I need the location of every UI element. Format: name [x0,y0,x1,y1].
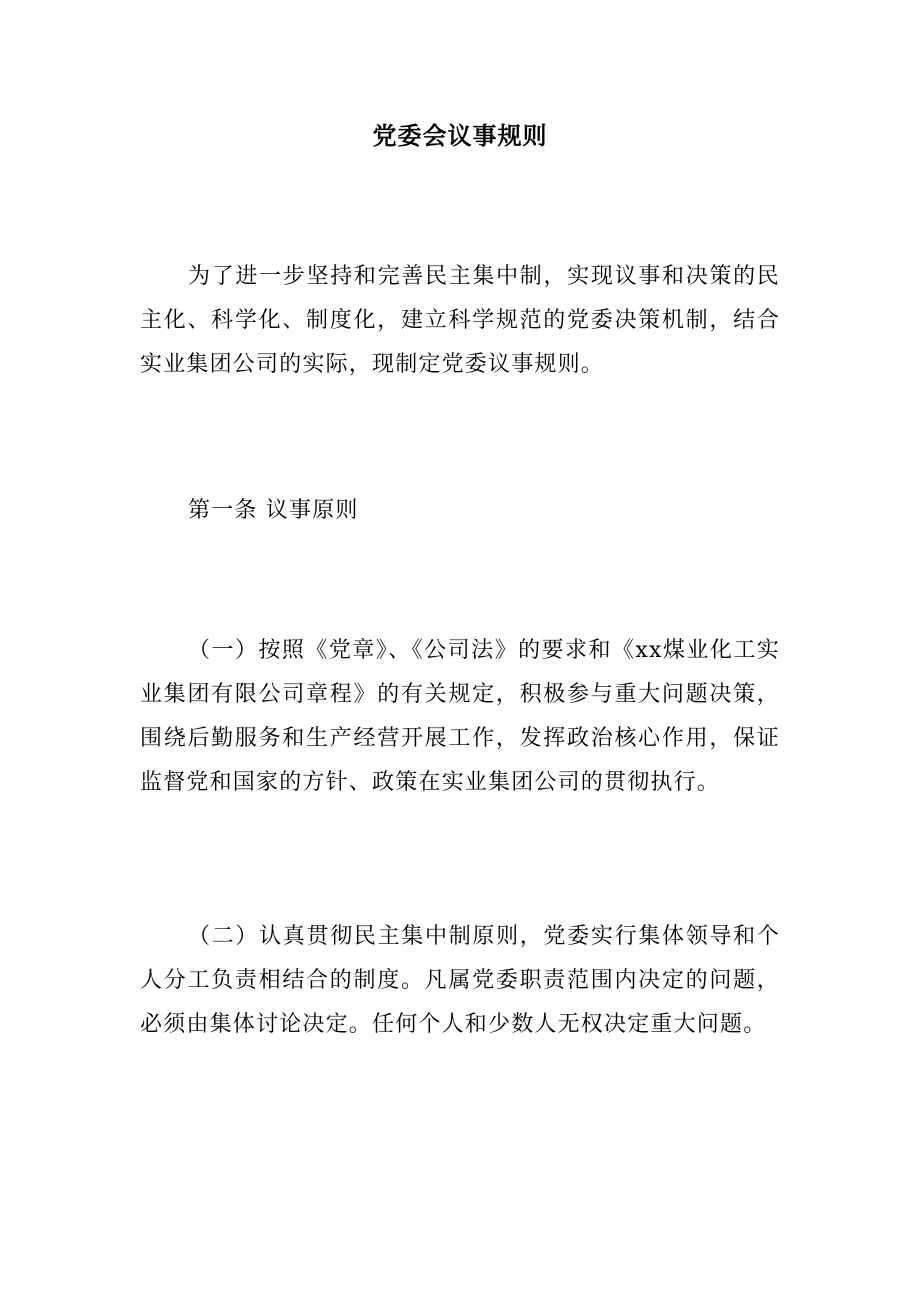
clause-paragraph-2: （二）认真贯彻民主集中制原则，党委实行集体领导和个人分工负责相结合的制度。凡属党委职责范围内决定的问题，必须由集体讨论决定。任何个人和少数人无权决定重大问题。 [140,924,780,1037]
article-1-heading: 第一条 议事原则 [188,498,359,523]
intro-paragraph: 为了进一步坚持和完善民主集中制，实现议事和决策的民主化、科学化、制度化，建立科学规范的党委决策机制，结合实业集团公司的实际，现制定党委议事规则。 [140,264,780,377]
clause-paragraph-1: （一）按照《党章》、《公司法》的要求和《xx煤业化工实业集团有限公司章程》的有关规定，积极参与重大问题决策，围绕后勤服务和生产经营开展工作，发挥政治核心作用，保证监督党和国家的方针、政策在实业集团公司的贯彻执行。 [140,638,780,795]
document-title: 党委会议事规则 [372,122,548,150]
